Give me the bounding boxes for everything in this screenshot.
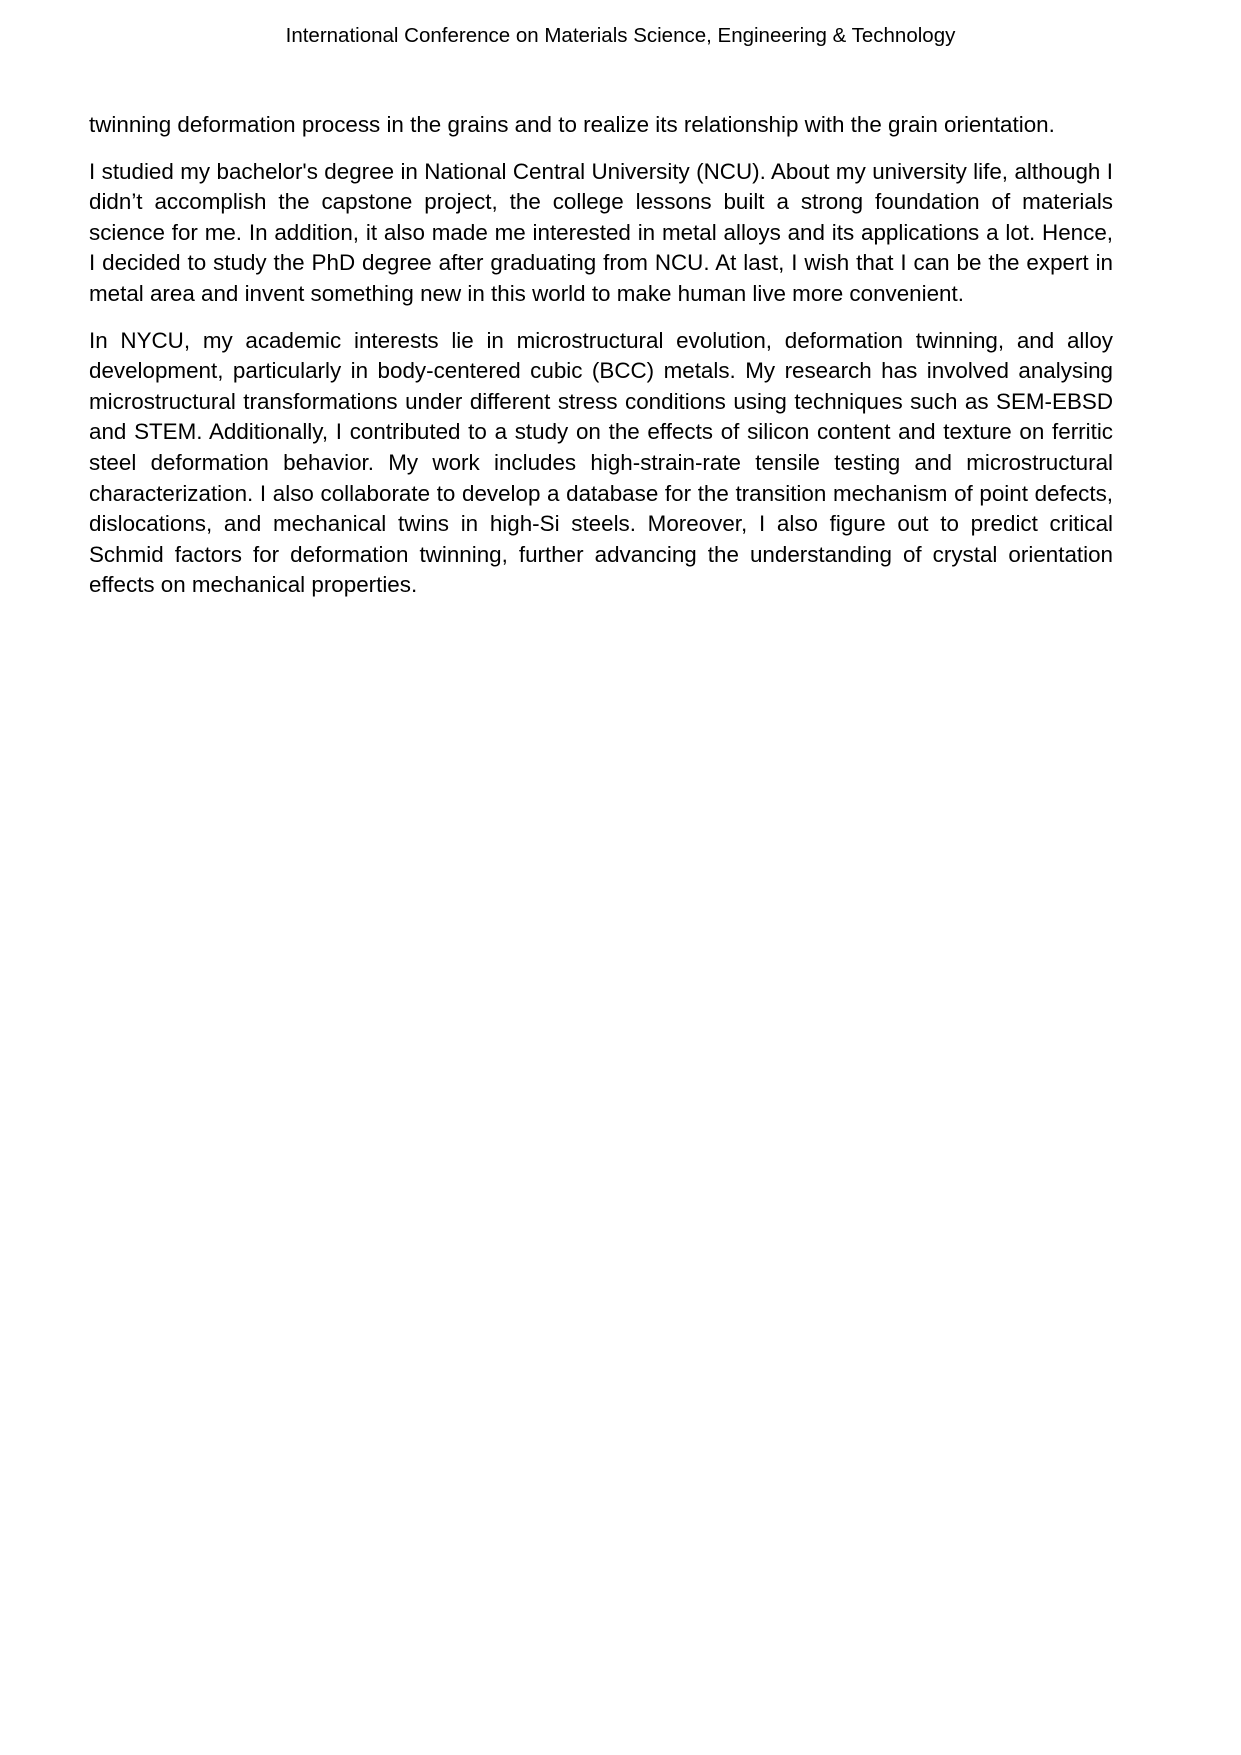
paragraph-education: I studied my bachelor's degree in National Central University (NCU). About my university life, although I didn’t accomplish the capstone project, the college lessons built a strong foundation of materials science for me. In addition, it also made me interested in metal alloys and its applications a lot. Hence, I decided to study the PhD degree after graduating from NCU. At last, I wish that I can be the expert in metal area and invent something new in this world to make human live more convenient. [89,158,1113,306]
running-header: International Conference on Materials Science, Engineering & Technology [285,24,956,47]
body-text [89,110,1113,617]
paragraph-research-interests: In NYCU, my academic interests lie in microstructural evolution, deformation twinning, and alloy development, particularly in body-centered cubic (BCC) metals. My research has involved analysing microstructural transformations under different stress conditions using techniques such as SEM-EBSD and STEM. Additionally, I contributed to a study on the effects of silicon content and texture on ferritic steel deformation behavior. My work includes high-strain-rate tensile testing and microstructural characterization. I also collaborate to develop a database for the transition mechanism of point defects, dislocations, and mechanical twins in high-Si steels. Moreover, I also figure out to predict critical Schmid factors for deformation twinning, further advancing the understanding of crystal orientation effects on mechanical properties. [89,327,1113,598]
paragraph-continuation: twinning deformation process in the grains and to realize its relationship with the grain orientation. [89,112,1055,137]
